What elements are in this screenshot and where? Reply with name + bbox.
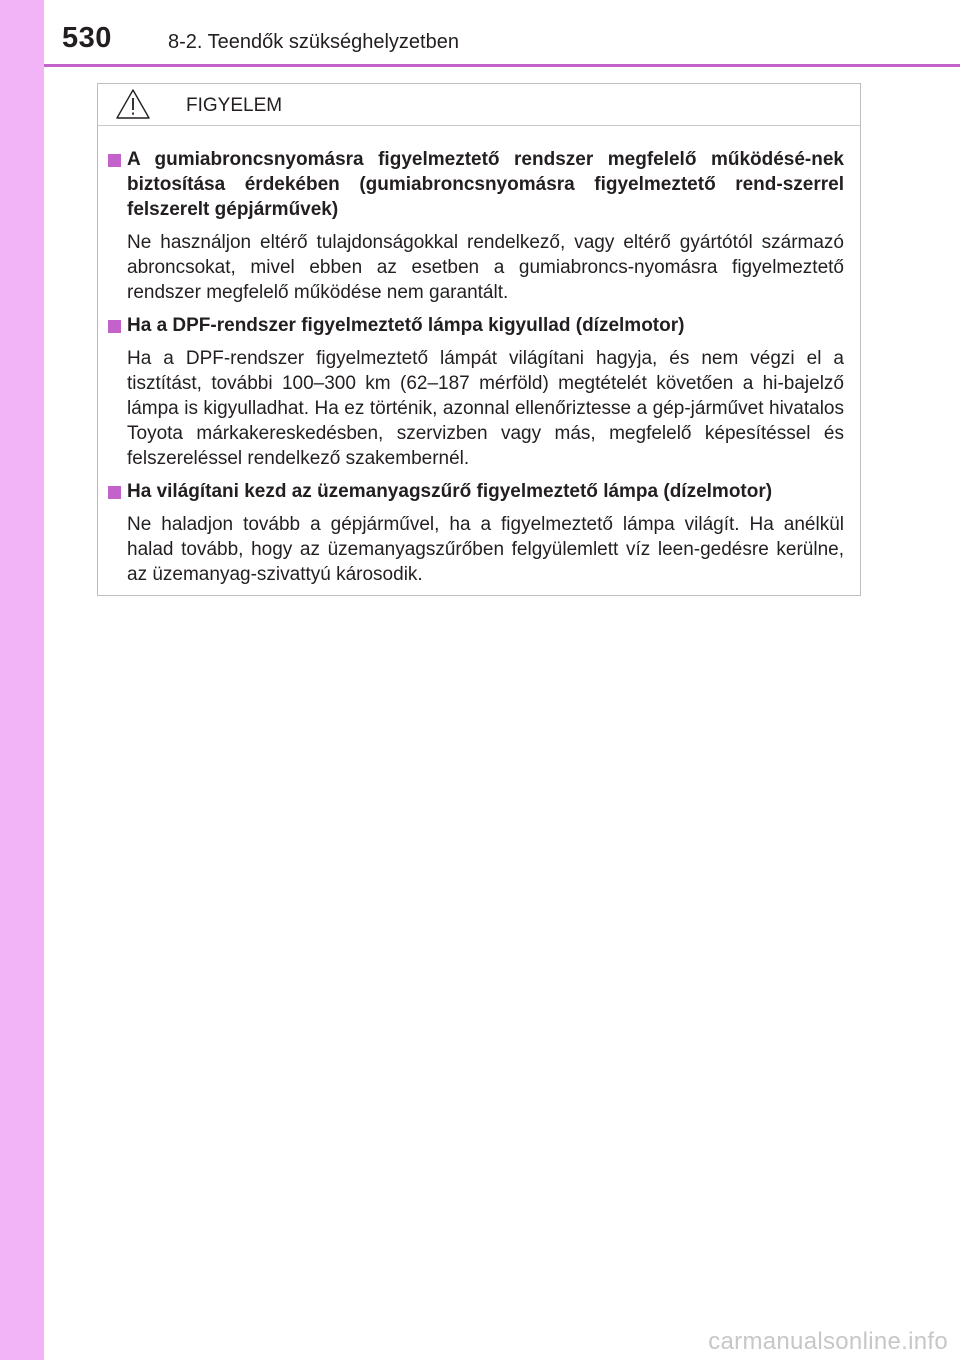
warning-body xyxy=(98,126,860,587)
warning-item-heading xyxy=(107,147,844,222)
warning-item-heading-text: Ha a DPF-rendszer figyelmeztető lámpa kigyullad (dízelmotor) xyxy=(127,315,685,336)
warning-box xyxy=(97,83,861,596)
bullet-square-icon xyxy=(108,320,121,333)
warning-item-dpf xyxy=(107,313,844,471)
warning-item-fuel-filter xyxy=(107,479,844,587)
watermark: carmanualsonline.info xyxy=(708,1328,948,1355)
warning-item-heading xyxy=(107,313,844,338)
warning-item-text: Ne használjon eltérő tulajdonságokkal rendelkező, vagy eltérő gyártótól származó abroncsokat, mivel ebben az esetben a gumiabroncs-nyomásra figyelmeztető rendszer megfelelő működése nem garantált. xyxy=(127,232,844,303)
warning-title: FIGYELEM xyxy=(186,95,283,116)
side-color-strip xyxy=(0,0,44,1360)
warning-item-heading-text: Ha világítani kezd az üzemanyagszűrő figyelmeztető lámpa (dízelmotor) xyxy=(127,481,773,502)
warning-item-tpms xyxy=(107,147,844,305)
bullet-square-icon xyxy=(108,154,121,167)
warning-item-heading xyxy=(107,479,844,504)
bullet-square-icon xyxy=(108,486,121,499)
warning-item-heading-text: A gumiabroncsnyomásra figyelmeztető rendszer megfelelő működésé-nek biztosítása érdekében (gumiabroncsnyomásra figyelmeztető rend-szerrel felszerelt gépjárművek) xyxy=(127,149,844,220)
page-number: 530 xyxy=(62,22,112,54)
warning-item-text: Ne haladjon tovább a gépjárművel, ha a figyelmeztető lámpa világít. Ha anélkül halad tovább, hogy az üzemanyagszűrőben felgyülemlett víz leen-gedésre kerülne, az üzemanyag-szivattyú károsodik. xyxy=(127,514,844,585)
warning-triangle-icon xyxy=(115,88,151,120)
header-divider xyxy=(44,64,960,67)
section-title: 8-2. Teendők szükséghelyzetben xyxy=(168,31,459,53)
warning-header xyxy=(98,84,860,126)
warning-item-text: Ha a DPF-rendszer figyelmeztető lámpát világítani hagyja, és nem végzi el a tisztítást, további 100–300 km (62–187 mérföld) megtételét követően a hi-bajelző lámpa is kigyulladhat. Ha ez történik, azonnal ellenőriztesse a gép-járművet hivatalos Toyota márkakereskedésben, szervizben vagy más, megfelelő képesítéssel és felszereléssel rendelkező szakembernél. xyxy=(127,348,844,469)
